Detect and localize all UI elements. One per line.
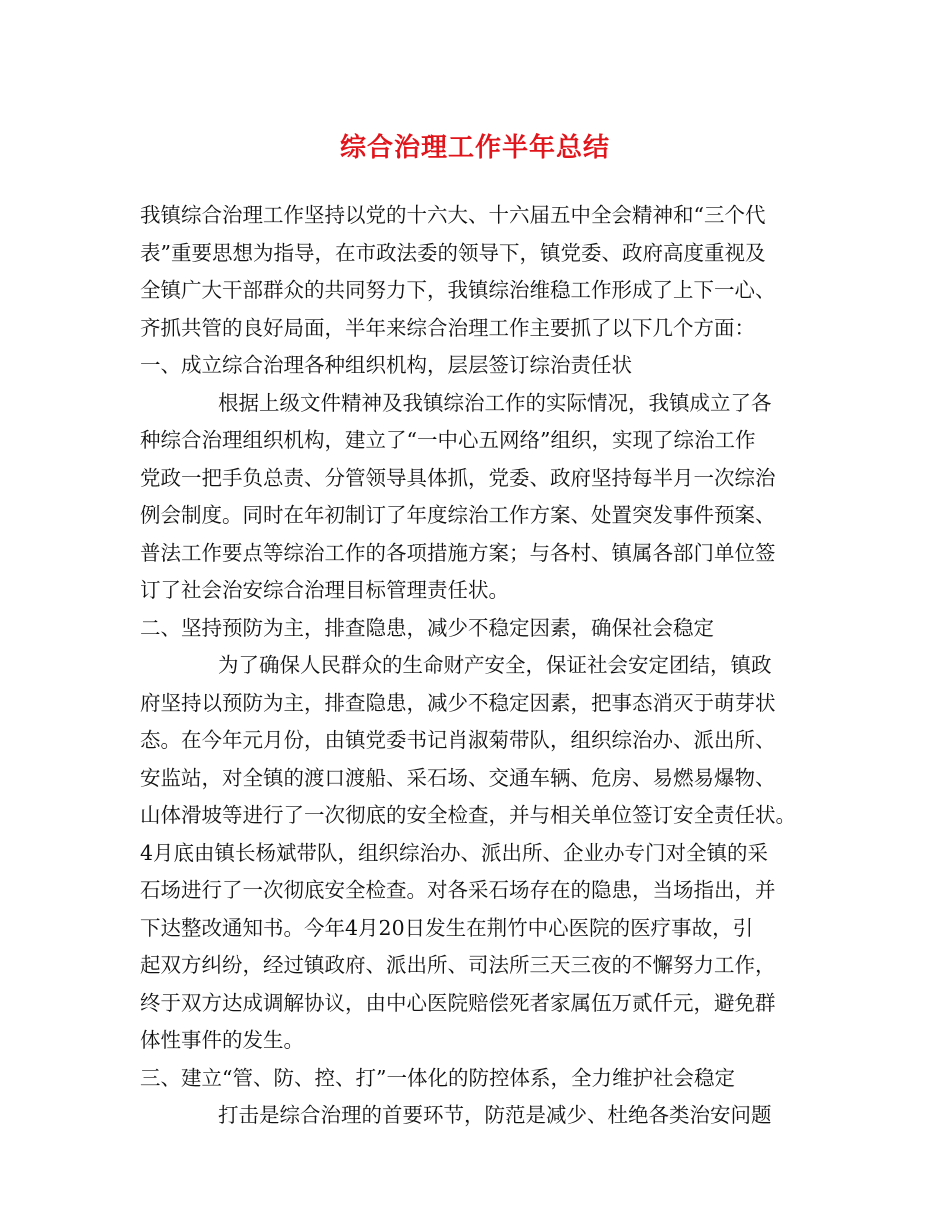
- text-line: 全镇广大干部群众的共同努力下，我镇综治维稳工作形成了上下一心、: [140, 278, 776, 302]
- text-line: 根据上级文件精神及我镇综治工作的实际情况，我镇成立了各: [218, 390, 772, 415]
- text-line: 石场进行了一次彻底安全检查。对各采石场存在的隐患，当场指出，并: [140, 878, 776, 902]
- text-line: 普法工作要点等综治工作的各项措施方案；与各村、镇属各部门单位签: [140, 540, 776, 565]
- document-title: 综合治理工作半年总结: [339, 133, 610, 163]
- text-line: 齐抓共管的良好局面，半年来综合治理工作主要抓了以下几个方面：: [140, 315, 755, 340]
- text-line: 终于双方达成调解协议，由中心医院赔偿死者家属伍万贰仟元，避免群: [140, 990, 776, 1015]
- text-line: 党政一把手负总责、分管领导具体抓，党委、政府坚持每半月一次综治: [140, 465, 776, 490]
- text-line: 我镇综合治理工作坚持以党的十六大、十六届五中全会精神和“三个代: [140, 203, 766, 227]
- text-line: 打击是综合治理的首要环节，防范是减少、杜绝各类治安问题: [218, 1103, 772, 1127]
- text-line: 订了社会治安综合治理目标管理责任状。: [140, 578, 509, 602]
- text-line: 府坚持以预防为主，排查隐患，减少不稳定因素，把事态消灭于萌芽状: [140, 690, 776, 715]
- text-line: 4月底由镇长杨斌带队，组织综治办、派出所、企业办专门对全镇的采: [140, 840, 769, 865]
- text-line: 例会制度。同时在年初制订了年度综治工作方案、处置突发事件预案、: [140, 503, 776, 527]
- text-line: 态。在今年元月份，由镇党委书记肖淑菊带队，组织综治办、派出所、: [140, 728, 776, 752]
- text-line: 下达整改通知书。今年4月20日发生在荆竹中心医院的医疗事故，引: [140, 915, 754, 940]
- text-line: 山体滑坡等进行了一次彻底的安全检查，并与相关单位签订安全责任状。: [140, 803, 796, 827]
- text-line: 一、成立综合治理各种组织机构，层层签订综治责任状: [140, 353, 632, 377]
- text-line: 安监站，对全镇的渡口渡船、采石场、交通车辆、危房、易燃易爆物、: [140, 765, 776, 790]
- document-body: [140, 197, 830, 1135]
- text-line: 为了确保人民群众的生命财产安全，保证社会安定团结，镇政: [218, 653, 772, 677]
- text-line: 表”重要思想为指导，在市政法委的领导下，镇党委、政府高度重视及: [140, 240, 766, 265]
- text-line: 种综合治理组织机构，建立了“一中心五网络”组织，实现了综治工作: [140, 428, 756, 452]
- text-line: 体性事件的发生。: [140, 1028, 304, 1052]
- text-line: 三、建立“管、防、控、打”一体化的防控体系，全力维护社会稳定: [140, 1065, 735, 1090]
- text-line: 二、坚持预防为主，排查隐患，减少不稳定因素，确保社会稳定: [140, 615, 714, 640]
- text-line: 起双方纠纷，经过镇政府、派出所、司法所三天三夜的不懈努力工作，: [140, 953, 776, 977]
